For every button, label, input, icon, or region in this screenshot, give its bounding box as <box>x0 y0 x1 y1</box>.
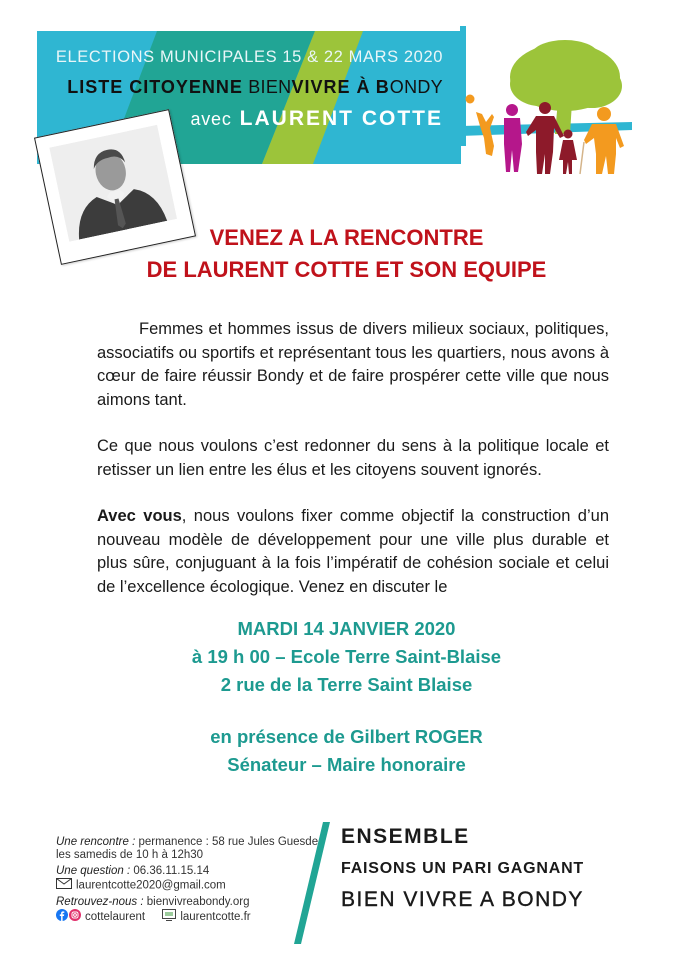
slogan-line-3: BIEN VIVRE A BONDY <box>341 888 584 911</box>
event-guest: en présence de Gilbert ROGER <box>210 726 483 747</box>
family-tree-illustration <box>460 22 685 182</box>
slash-divider <box>292 822 332 951</box>
instagram-icon <box>69 909 81 925</box>
rencontre-hours: les samedis de 10 h à 12h30 <box>56 848 204 861</box>
slogan <box>341 824 584 914</box>
rencontre-address: permanence : 58 rue Jules Guesde <box>135 836 319 848</box>
retrouvez-label: Retrouvez-nous : <box>56 896 144 908</box>
event-date: MARDI 14 JANVIER 2020 <box>237 618 456 639</box>
title-line-1: VENEZ A LA RENCONTRE <box>209 225 484 250</box>
paragraph-3-bold: Avec vous <box>97 507 182 525</box>
blog-icon <box>162 909 176 925</box>
body-text <box>97 318 609 622</box>
facebook-icon <box>56 909 68 925</box>
event-details <box>0 615 693 779</box>
question-label: Une question : <box>56 865 131 877</box>
banner-list-name-part2: BIEN <box>248 77 292 97</box>
contact-question <box>56 865 318 878</box>
slogan-line-1: ENSEMBLE <box>341 825 470 848</box>
banner-list-name <box>67 77 443 98</box>
contact-social <box>56 909 318 925</box>
email-link[interactable]: laurentcotte2020@gmail.com <box>76 878 226 891</box>
event-address: 2 rue de la Terre Saint Blaise <box>220 674 473 695</box>
phone-number[interactable]: 06.36.11.15.14 <box>130 865 210 877</box>
banner-candidate <box>190 107 443 131</box>
slogan-line-2: FAISONS UN PARI GAGNANT <box>341 860 585 877</box>
banner-avec: avec <box>190 109 232 129</box>
title-line-2: DE LAURENT COTTE ET SON EQUIPE <box>146 257 547 282</box>
banner-list-name-part3: VIVRE À <box>291 77 371 97</box>
banner-candidate-name: LAURENT COTTE <box>239 107 443 130</box>
contact-rencontre <box>56 836 318 849</box>
social-handle[interactable]: cottelaurent <box>85 910 146 923</box>
event-guest-role: Sénateur – Maire honoraire <box>227 754 466 775</box>
contact-retrouvez <box>56 896 318 909</box>
event-time-place: à 19 h 00 – Ecole Terre Saint-Blaise <box>191 646 502 667</box>
paragraph-2: Ce que nous voulons c’est redonner du sens à la politique locale et retisser un lien entre les élus et les citoyens souvent ignorés. <box>97 437 609 479</box>
paragraph-3-text: , nous voulons fixer comme objectif la construction d’un nouveau modèle de développement pour une ville plus durable et plus sûre, conjuguant à la fois l’impératif de cohésion sociale et celui de l’excellence écologique. Venez en discuter le <box>97 507 609 596</box>
contact-email <box>56 878 318 893</box>
contact-info <box>56 836 318 924</box>
page-title <box>0 222 693 286</box>
banner-list-name-part5: ONDY <box>389 77 443 97</box>
banner-list-name-part4: B <box>375 77 390 97</box>
paragraph-3 <box>97 505 609 599</box>
envelope-icon <box>56 878 72 893</box>
banner-list-name-part1: LISTE CITOYENNE <box>67 77 243 97</box>
website-link[interactable]: bienvivreabondy.org <box>143 896 250 908</box>
paragraph-1: Femmes et hommes issus de divers milieux sociaux, politiques, associatifs ou sportifs et représentant tous les quartiers, nous avons à cœur de faire réussir Bondy et de faire prospérer cette ville que nous aimons tant. <box>97 320 609 409</box>
banner-election-dates: ELECTIONS MUNICIPALES 15 & 22 MARS 2020 <box>55 48 443 66</box>
rencontre-label: Une rencontre : <box>56 836 136 848</box>
blog-link[interactable]: laurentcotte.fr <box>180 910 251 923</box>
